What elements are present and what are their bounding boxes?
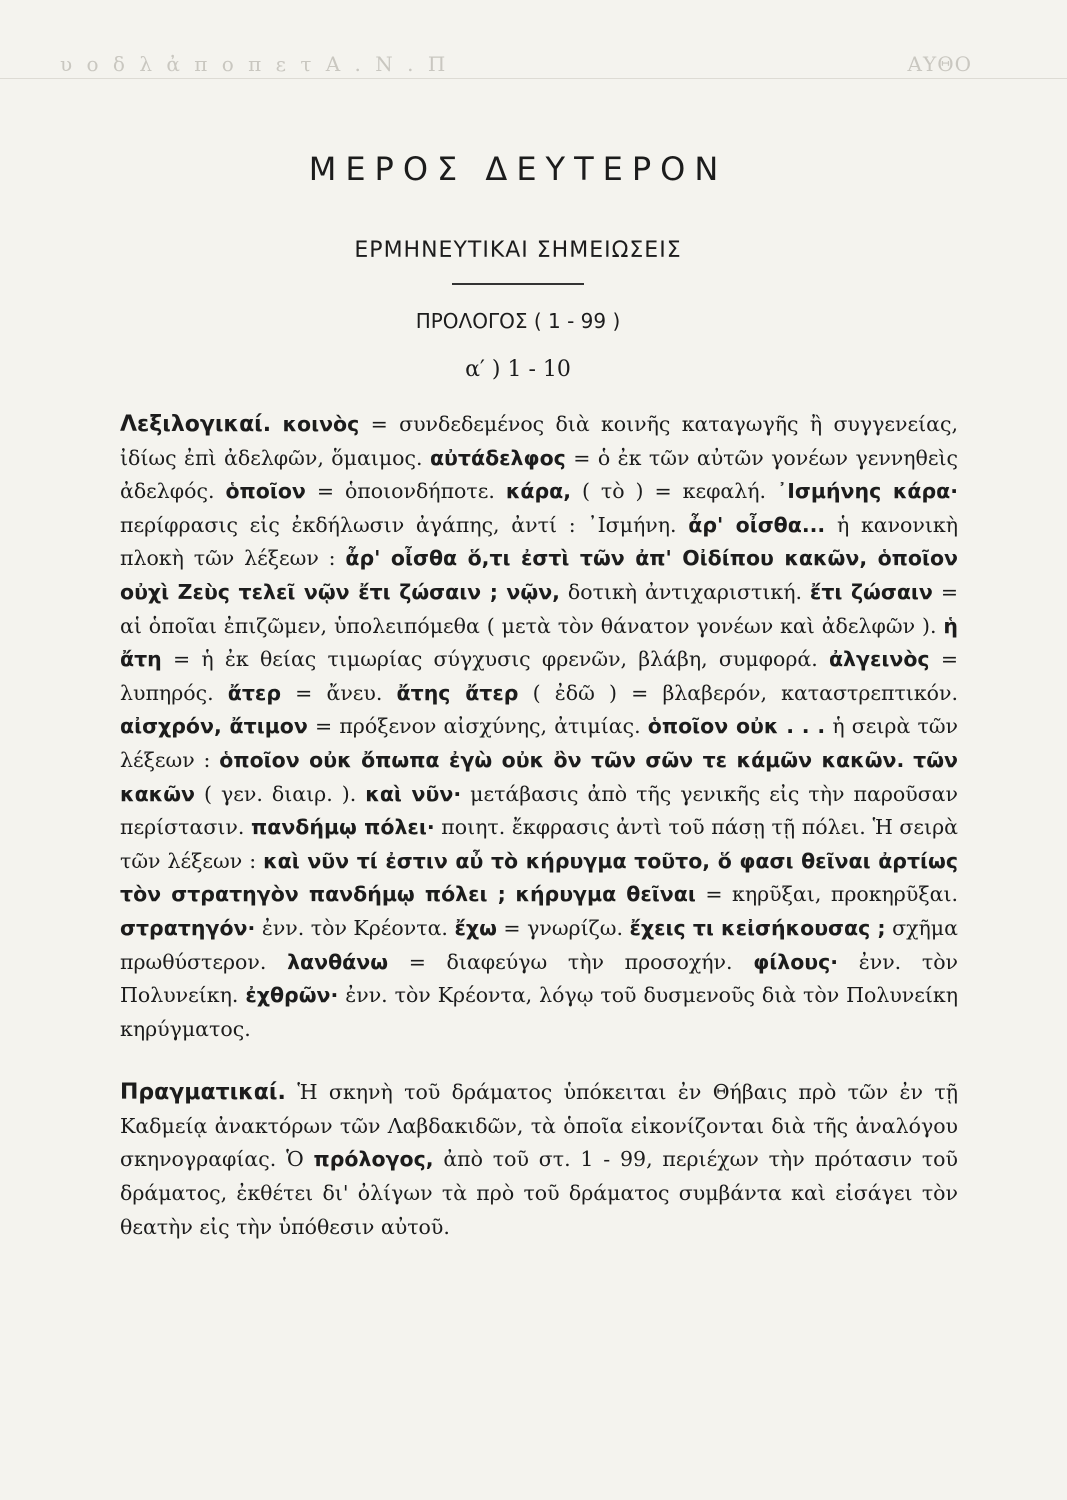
term: καὶ νῦν· <box>365 781 462 806</box>
definition: = αἱ ὁποῖαι ἐπιζῶμεν, ὑπολειπόμεθα ( μετὰ τὸν θάνατον γονέων καὶ ἀδελφῶν ). <box>120 579 958 638</box>
definition: = γνωρίζω. <box>496 915 630 940</box>
definition: ἡ κανονικὴ πλοκὴ τῶν λέξεων : <box>120 512 958 571</box>
definition: = ὁ ἐκ τῶν αὐτῶν γονέων γεννηθεὶς ἀδελφός. <box>120 445 959 504</box>
part-title: ΜΕΡΟΣ ΔΕΥΤΕΡΟΝ <box>308 150 728 188</box>
definition <box>506 882 516 906</box>
term: ἔχω <box>454 915 497 940</box>
term: ὁποῖον <box>225 479 306 504</box>
definition: = διαφεύγω τὴν προσοχήν. <box>388 949 754 974</box>
definition: ἐνν. τὸν Πολυνείκη. <box>120 949 959 1008</box>
term: αἰσχρόν, ἄτιμον <box>120 714 308 739</box>
term: ἄτης ἄτερ <box>396 680 519 705</box>
term: αὐτάδελφος <box>429 445 566 470</box>
term: κήρυγμα θεῖναι <box>515 882 696 907</box>
definition: περίφρασις εἰς ἐκδήλωσιν ἀγάπης, ἀντί : ᾿Ισμήνη. <box>120 512 689 537</box>
term: στρατηγόν· <box>120 915 256 940</box>
term: ὁποῖον οὐκ ὄπωπα ἐγὼ οὐκ ὂν τῶν σῶν τε κάμῶν κακῶν. <box>219 747 905 772</box>
definition: ἀπὸ τοῦ στ. 1 - 99, περιέχων τὴν πρότασιν τοῦ δράματος, ἐκθέτει δι' ὀλίγων τὰ πρὸ τοῦ δράματος συμβάντα καὶ εἰσάγει τὸν θεατὴν εἰς τὴν ὑπόθεσιν αὐτοῦ. <box>120 1147 958 1239</box>
definition: Ἡ σκηνὴ τοῦ δράματος ὑπόκειται ἐν Θήβαις πρὸ τῶν ἐν τῇ Καδμείᾳ ἀνακτόρων τῶν Λαβδακιδῶν, τὰ ὁποῖα εἰκονίζονται διὰ τῆς ἀναλόγου σκηνογραφίας. Ὁ <box>120 1080 958 1172</box>
definition: ἐνν. τὸν Κρέοντα. <box>255 915 455 940</box>
term: τῶν κακῶν <box>120 747 958 806</box>
term: ἐχθρῶν· <box>245 983 339 1008</box>
definition: ( τὸ ) = κεφαλή. <box>571 479 778 504</box>
definition: = λυπηρός. <box>120 647 958 705</box>
bleed-left: υ ο δ λ ἀ π ο π ε τ Α . Ν . Π <box>60 52 450 76</box>
lexical-notes <box>78 408 958 1046</box>
term: ἆρ' οἶσθα... <box>688 512 826 537</box>
term: ἔτι ζώσαιν <box>809 579 933 604</box>
definition <box>904 748 913 772</box>
definition: ( γεν. διαιρ. ). <box>195 781 366 806</box>
definition: = ἄνευ. <box>281 680 397 705</box>
term: ἆρ' οἶσθα ὅ,τι ἐστὶ τῶν ἀπ' Οἰδίπου κακῶν, ὁποῖον οὐχὶ Ζεὺς τελεῖ νῷν ἔτι ζώσαιν ; νῷν, <box>120 546 958 604</box>
factual-heading: Πραγματικαί. <box>120 1080 286 1106</box>
term: ὁποῖον οὐκ . . . <box>647 714 826 739</box>
section-label: α′ ) 1 - 10 <box>465 357 571 382</box>
definition: ἐνν. τὸν Κρέοντα, λόγῳ τοῦ δυσμενοῦς διὰ τὸν Πολυνείκη κηρύγματος. <box>120 983 959 1041</box>
term: καὶ νῦν τί ἐστιν αὖ τὸ κήρυγμα τοῦτο, ὅ φασι θεῖναι ἀρτίως τὸν στρατηγὸν πανδήμῳ πόλει ; <box>120 848 958 907</box>
definition: ποιητ. ἔκφρασις ἀντὶ τοῦ πάσῃ τῇ πόλει. Ἡ σειρὰ τῶν λέξεων : <box>120 815 958 873</box>
definition: σχῆμα πρωθύστερον. <box>120 915 958 974</box>
term: ἔχεις τι κεἰσήκουσας ; <box>629 915 886 940</box>
term: κάρα, <box>505 479 572 504</box>
term: ᾿Ισμήνης κάρα· <box>777 479 959 504</box>
definition: = ἡ ἐκ θείας τιμωρίας σύγχυσις φρενῶν, βλάβη, συμφορά. <box>161 647 829 672</box>
term: ἀλγεινὸς <box>828 647 930 672</box>
definition: = συνδεδεμένος διὰ κοινῆς καταγωγῆς ἢ συγγενείας, ἰδίως ἐπὶ ἀδελφῶν, ὅμαιμος. <box>120 412 958 470</box>
title-rule <box>452 283 584 285</box>
factual-notes <box>78 1076 958 1244</box>
bleed-right: ΑΥΘΟ <box>907 52 972 76</box>
bleed-through-header <box>0 52 1067 79</box>
term: ἡ ἄτη <box>120 613 958 672</box>
definition: = πρόξενον αἰσχύνης, ἀτιμίας. <box>307 714 648 739</box>
definition: = ὁποιονδήποτε. <box>305 479 506 504</box>
term: λανθάνω <box>287 949 389 974</box>
definition: = κηρῦξαι, προκηρῦξαι. <box>695 882 959 907</box>
term: πρόλογος, <box>313 1147 434 1172</box>
definition: μετάβασις ἀπὸ τῆς γενικῆς εἰς τὴν παροῦσαν περίστασιν. <box>120 781 958 840</box>
page <box>78 150 958 1244</box>
term: κοινὸς <box>282 412 360 436</box>
lexical-heading: Λεξιλογικαί. <box>120 412 272 437</box>
definition: ( ἐδῶ ) = βλαβερόν, καταστρεπτικόν. <box>518 680 958 705</box>
term: ἄτερ <box>227 680 282 705</box>
term: πανδήμῳ πόλει· <box>251 815 435 840</box>
prologue-label: ΠΡΟΛΟΓΟΣ ( 1 - 99 ) <box>415 309 621 333</box>
term: φίλους· <box>753 949 839 974</box>
notes-title: ΕΡΜΗΝΕΥΤΙΚΑΙ ΣΗΜΕΙΩΣΕΙΣ <box>354 238 682 263</box>
definition: ἡ σειρὰ τῶν λέξεων : <box>120 714 958 772</box>
definition: δοτικὴ ἀντιχαριστική. <box>559 579 810 604</box>
